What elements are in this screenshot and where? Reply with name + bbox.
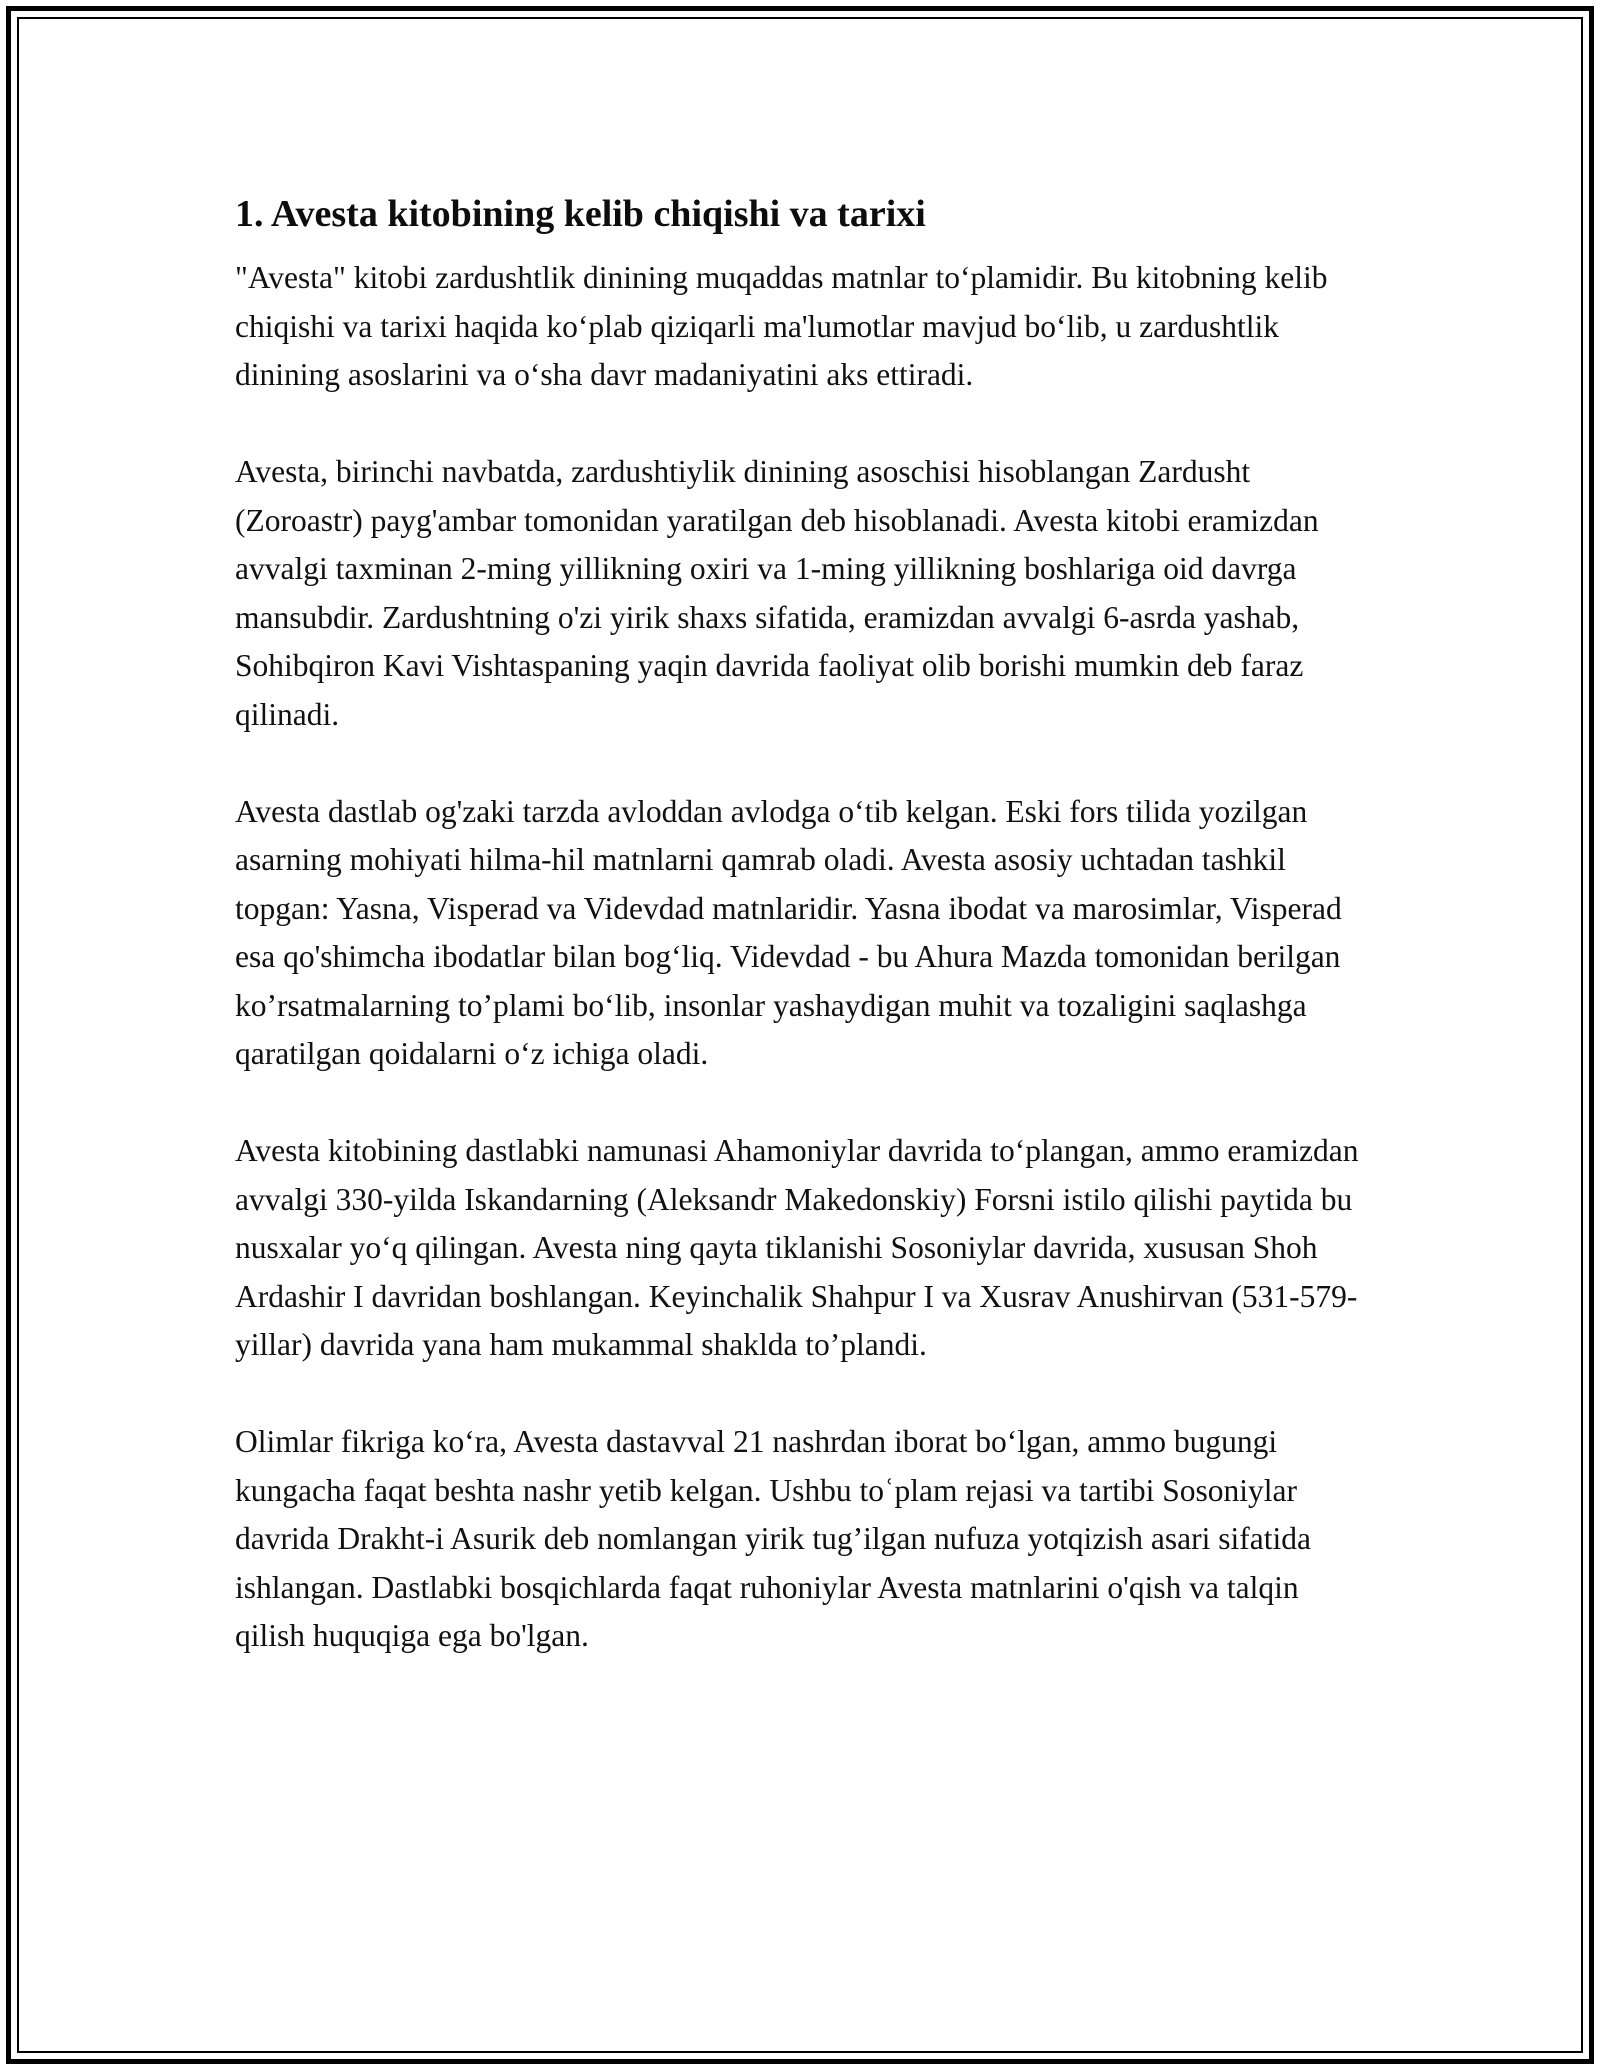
paragraph-origin: Avesta, birinchi navbatda, zardushtiylik dinining asoschisi hisoblangan Zardusht (Zoroastr) payg'ambar tomonidan yaratilgan deb hisoblanadi. Avesta kitobi eramizdan avvalgi taxminan 2-ming yillikning oxiri va 1-ming yillikning boshlariga oid davrga mansubdir. Zardushtning o'zi yirik shaxs sifatida, eramizdan avvalgi 6-asrda yashab, Sohibqiron Kavi Vishtaspaning yaqin davrida faoliyat olib borishi mumkin deb faraz qilinadi. [235, 454, 1319, 732]
paragraph-history: Avesta kitobining dastlabki namunasi Ahamoniylar davrida to‘plangan, ammo eramizdan avvalgi 330-yilda Iskandarning (Aleksandr Makedonskiy) Forsni istilo qilishi paytida bu nusxalar yo‘q qilingan. Avesta ning qayta tiklanishi Sosoniylar davrida, xususan Shoh Ardashir I davridan boshlangan. Keyinchalik Shahpur I va Xusrav Anushirvan (531-579-yillar) davrida yana ham mukammal shaklda to’plandi. [235, 1133, 1359, 1362]
document-body [235, 186, 1370, 1661]
paragraph-structure: Avesta dastlab og'zaki tarzda avloddan avlodga o‘tib kelgan. Eski fors tilida yozilgan asarning mohiyati hilma-hil matnlarni qamrab oladi. Avesta asosiy uchtadan tashkil topgan: Yasna, Visperad va Videvdad matnlaridir. Yasna ibodat va marosimlar, Visperad esa qo'shimcha ibodatlar bilan bog‘liq. Videvdad - bu Ahura Mazda tomonidan berilgan ko’rsatmalarning to’plami bo‘lib, insonlar yashaydigan muhit va tozaligini saqlashga qaratilgan qoidalarni o‘z ichiga oladi. [235, 793, 1342, 1071]
paragraph-intro: "Avesta" kitobi zardushtlik dinining muqaddas matnlar to‘plamidir. Bu kitobning kelib chiqishi va tarixi haqida ko‘plab qiziqarli ma'lumotlar mavjud bo‘lib, u zardushtlik dinining asoslarini va o‘sha davr madaniyatini aks ettiradi. [235, 260, 1328, 392]
section-heading: 1. Avesta kitobining kelib chiqishi va tarixi [235, 193, 926, 235]
paragraph-scholars: Olimlar fikriga ko‘ra, Avesta dastavval 21 nashrdan iborat bo‘lgan, ammo bugungi kungacha faqat beshta nashr yetib kelgan. Ushbu toʿplam rejasi va tartibi Sosoniylar davrida Drakht-i Asurik deb nomlangan yirik tug’ilgan nufuza yotqizish asari sifatida ishlangan. Dastlabki bosqichlarda faqat ruhoniylar Avesta matnlarini o'qish va talqin qilish huquqiga ega bo'lgan. [235, 1424, 1311, 1653]
